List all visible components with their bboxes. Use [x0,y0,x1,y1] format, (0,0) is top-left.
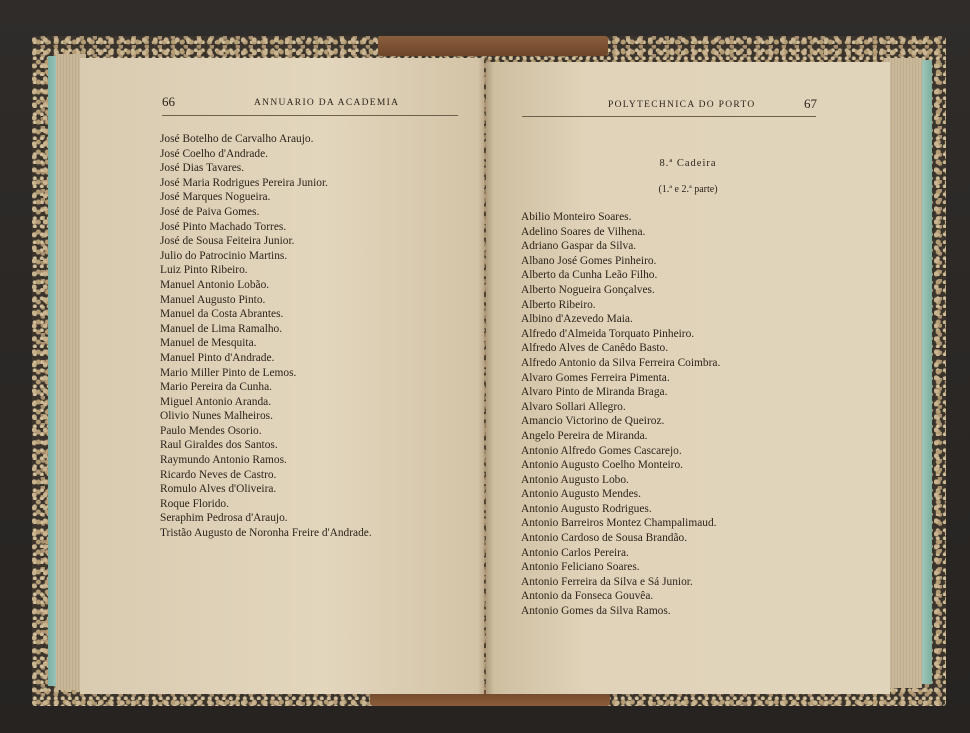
list-item: Antonio Gomes da Silva Ramos. [521,605,671,618]
list-item: Raymundo Antonio Ramos. [160,454,287,467]
running-head-right: POLYTECHNICA DO PORTO [608,100,756,110]
section-subtitle: (1.ª e 2.ª parte) [658,184,718,195]
list-item: José de Paiva Gomes. [160,205,260,218]
list-item: Angelo Pereira de Miranda. [521,429,648,442]
list-item: Mario Pereira da Cunha. [160,381,272,394]
list-item: José Pinto Machado Torres. [160,220,287,233]
list-item: Roque Florido. [160,497,229,510]
list-item: Manuel Augusto Pinto. [160,293,266,306]
list-item: Luiz Pinto Ribeiro. [160,264,248,277]
list-item: Raul Giraldes dos Santos. [160,439,278,452]
spine-top [378,36,608,56]
header-rule-left [162,115,458,116]
list-item: Mario Miller Pinto de Lemos. [160,366,297,379]
left-page [80,58,484,694]
list-item: Alfredo d'Almeida Torquato Pinheiro. [521,327,695,340]
list-item: Alberto Ribeiro. [521,298,596,311]
list-item: José Marques Nogueira. [160,191,271,204]
list-item: Julio do Patrocinio Martins. [160,249,288,262]
list-item: José Botelho de Carvalho Araujo. [160,133,314,145]
list-item: José Dias Tavares. [160,162,245,175]
list-item: Abilio Monteiro Soares. [521,211,632,223]
header-rule-right [522,116,816,117]
list-item: Antonio Augusto Coelho Monteiro. [521,459,683,472]
book-gutter [478,58,494,694]
list-item: Alfredo Antonio da Silva Ferreira Coimbra. [521,356,721,369]
list-item: Alfredo Alves de Canêdo Basto. [521,342,669,355]
list-item: Adriano Gaspar da Silva. [521,240,637,253]
list-item: Antonio Augusto Rodrigues. [521,502,652,515]
list-item: Antonio Augusto Mendes. [521,488,641,501]
list-item: José Maria Rodrigues Pereira Junior. [160,176,328,189]
list-item: Alberto da Cunha Leão Filho. [521,269,658,282]
list-item: Albano José Gomes Pinheiro. [521,254,657,267]
list-item: Alvaro Sollari Allegro. [521,400,626,413]
list-item: Manuel de Lima Ramalho. [160,322,283,335]
page-number-right: 67 [804,96,817,111]
running-head-left: ANNUARIO DA ACADEMIA [254,98,400,108]
list-item: Tristão Augusto de Noronha Freire d'Andrade. [160,527,372,540]
list-item: Alberto Nogueira Gonçalves. [521,283,655,296]
list-item: Antonio Alfredo Gomes Cascarejo. [521,444,682,457]
list-item: José Coelho d'Andrade. [160,147,269,160]
right-page [486,62,890,694]
list-item: Alvaro Pinto de Miranda Braga. [521,386,668,399]
list-item: Miguel Antonio Aranda. [160,395,272,408]
name-list-right [521,210,720,619]
list-item: Olivio Nunes Malheiros. [160,410,273,423]
list-item: Antonio Augusto Lobo. [521,473,629,486]
list-item: Manuel Antonio Lobão. [160,278,270,291]
list-item: Antonio Barreiros Montez Champalimaud. [521,517,717,530]
list-item: Manuel de Mesquita. [160,337,257,350]
list-item: Manuel da Costa Abrantes. [160,308,284,321]
list-item: Manuel Pinto d'Andrade. [160,351,275,364]
list-item: Amancio Victorino de Queiroz. [521,415,665,428]
list-item: Seraphim Pedrosa d'Araujo. [160,512,288,525]
list-item: Albino d'Azevedo Maia. [521,313,633,326]
list-item: Antonio Ferreira da Silva e Sá Junior. [521,575,693,588]
list-item: Antonio Feliciano Soares. [521,561,640,574]
list-item: Paulo Mendes Osorio. [160,424,262,437]
list-item: Adelino Soares de Vilhena. [521,225,646,238]
list-item: Alvaro Gomes Ferreira Pimenta. [521,371,670,384]
list-item: José de Sousa Feiteira Junior. [160,235,295,248]
list-item: Antonio Cardoso de Sousa Brandão. [521,532,688,545]
section-title: 8.ª Cadeira [659,158,717,169]
list-item: Romulo Alves d'Oliveira. [160,483,277,496]
list-item: Antonio da Fonseca Gouvêa. [521,590,654,603]
page-number-left: 66 [162,94,175,109]
list-item: Ricardo Neves de Castro. [160,468,277,481]
name-list-left [160,132,372,541]
list-item: Antonio Carlos Pereira. [521,546,629,559]
